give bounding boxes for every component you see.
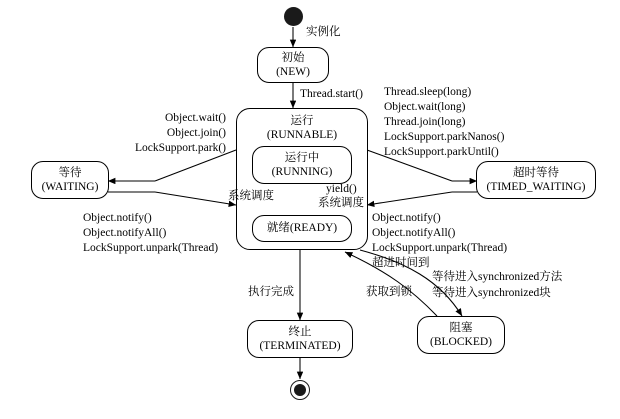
state-running-line2: (RUNNING) xyxy=(271,166,333,178)
edge-label-from-waiting-3: LockSupport.unpark(Thread) xyxy=(83,242,219,254)
edge-label-instantiate: 实例化 xyxy=(306,26,341,38)
edge-label-blocked-2: 等待进入synchronized块 xyxy=(432,287,551,299)
state-timed-waiting-line1: 超时等待 xyxy=(513,166,559,179)
end-node xyxy=(290,380,310,400)
state-terminated-line1: 终止 xyxy=(288,325,312,338)
state-new-line2: (NEW) xyxy=(276,66,310,78)
edge-label-blocked-1: 等待进入synchronized方法 xyxy=(432,271,563,283)
state-runnable-line1: 运行 xyxy=(290,115,314,127)
edge-label-from-timed-2: Object.notifyAll() xyxy=(372,227,456,239)
edge-label-to-timed-5: LockSupport.parkUntil() xyxy=(384,146,499,158)
state-waiting[interactable] xyxy=(31,161,109,199)
edge-label-from-waiting-2: Object.notifyAll() xyxy=(83,227,167,239)
edge-label-scheduler-right: 系统调度 xyxy=(318,197,364,209)
edge-label-to-timed-4: LockSupport.parkNanos() xyxy=(384,131,505,143)
state-runnable-line2: (RUNNABLE) xyxy=(266,129,338,142)
edge-label-exec-done: 执行完成 xyxy=(248,286,294,298)
state-timed-waiting-line2: (TIMED_WAITING) xyxy=(486,181,586,193)
state-waiting-line1: 等待 xyxy=(58,166,82,179)
start-node xyxy=(284,7,303,26)
edge-label-from-timed-4: 超进时间到 xyxy=(372,257,430,269)
edge-label-scheduler-left: 系统调度 xyxy=(228,190,274,202)
edge-label-from-timed-3: LockSupport.unpark(Thread) xyxy=(372,242,508,254)
edge-label-to-waiting-1: Object.wait() xyxy=(165,112,226,124)
state-ready-line1: 就绪(READY) xyxy=(266,222,338,235)
edge-label-to-timed-1: Thread.sleep(long) xyxy=(384,86,472,98)
state-terminated[interactable] xyxy=(247,320,353,358)
state-blocked-line2: (BLOCKED) xyxy=(430,336,492,348)
state-timed-waiting[interactable] xyxy=(476,161,596,199)
edge-label-from-waiting-1: Object.notify() xyxy=(83,212,152,224)
state-blocked[interactable] xyxy=(417,316,505,354)
edge-label-thread-start: Thread.start() xyxy=(300,88,363,100)
state-ready[interactable] xyxy=(252,215,352,242)
state-running-line1: 运行中 xyxy=(284,151,320,164)
edge-label-yield: yield() xyxy=(326,183,357,195)
state-terminated-line2: (TERMINATED) xyxy=(259,340,341,352)
edge-label-to-waiting-2: Object.join() xyxy=(166,127,226,139)
edge-label-to-timed-2: Object.wait(long) xyxy=(384,101,466,113)
edge-label-from-timed-1: Object.notify() xyxy=(372,212,441,224)
state-waiting-line2: (WAITING) xyxy=(41,181,99,193)
edge-label-acquire-lock: 获取到锁 xyxy=(366,286,412,298)
edge-label-to-timed-3: Thread.join(long) xyxy=(384,116,466,128)
state-new[interactable] xyxy=(257,47,329,83)
edge-waiting-to-runnable xyxy=(155,192,236,205)
state-blocked-line1: 阻塞 xyxy=(449,321,473,334)
state-new-line1: 初始 xyxy=(281,51,305,64)
edge-timed-to-runnable xyxy=(367,192,452,205)
edge-label-to-waiting-3: LockSupport.park() xyxy=(134,142,226,154)
state-running[interactable] xyxy=(252,146,352,184)
